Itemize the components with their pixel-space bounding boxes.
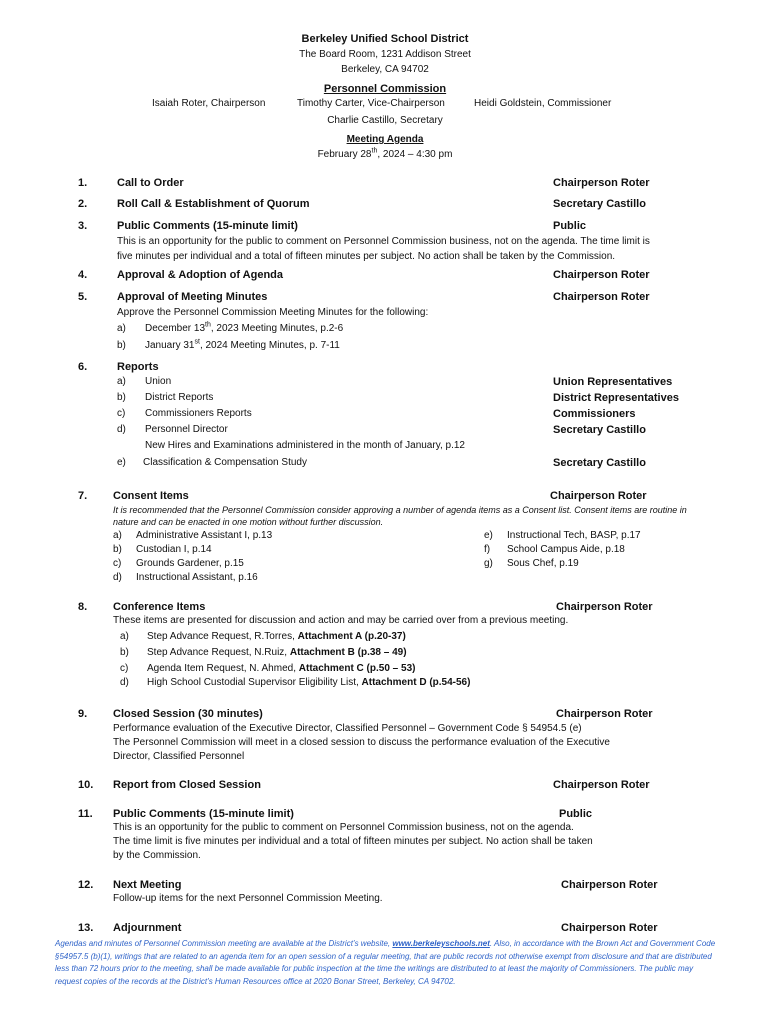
item-number: 2. — [78, 198, 88, 210]
item-title: Roll Call & Establishment of Quorum — [117, 198, 310, 210]
sub-item-text: Classification & Compensation Study — [143, 457, 307, 468]
sub-item-responsible: District Representatives — [553, 392, 679, 404]
consent-item: Grounds Gardener, p.15 — [136, 558, 244, 569]
item-number: 12. — [78, 879, 94, 891]
item-responsible: Chairperson Roter — [561, 922, 658, 934]
item-title: Call to Order — [117, 177, 184, 189]
address-line-2: Berkeley, CA 94702 — [341, 64, 429, 75]
sub-item-responsible: Secretary Castillo — [553, 457, 646, 469]
commission-title: Personnel Commission — [323, 83, 447, 95]
sub-item-detail: New Hires and Examinations administered in the month of January, p.12 — [145, 440, 465, 451]
item-responsible: Chairperson Roter — [553, 291, 650, 303]
sub-item-text: January 31st, 2024 Meeting Minutes, p. 7-11 — [145, 338, 340, 351]
item-number: 11. — [78, 808, 93, 820]
consent-item: Instructional Assistant, p.16 — [136, 572, 258, 583]
attachment-ref[interactable]: Attachment A (p.20-37) — [297, 631, 406, 642]
sub-item-letter: c) — [120, 663, 129, 674]
item-title: Closed Session (30 minutes) — [113, 708, 263, 720]
consent-item: Administrative Assistant I, p.13 — [136, 530, 273, 541]
sub-item-letter: b) — [117, 340, 126, 351]
item-title: Consent Items — [113, 490, 189, 502]
item-number: 9. — [78, 708, 88, 720]
item-title: Approval of Meeting Minutes — [117, 291, 268, 303]
sub-item-text: Agenda Item Request, N. Ahmed, Attachment C (p.50 – 53) — [147, 663, 416, 674]
sub-item-text: District Reports — [145, 392, 214, 403]
item-title: Adjournment — [113, 922, 182, 934]
sub-item-letter: b) — [120, 647, 129, 658]
item-description: This is an opportunity for the public to comment on Personnel Commission business, not on the agenda. The time limit is — [117, 236, 650, 247]
item-number: 5. — [78, 291, 88, 303]
consent-letter: a) — [113, 530, 122, 541]
consent-letter: e) — [484, 530, 493, 541]
item-description: The Personnel Commission will meet in a closed session to discuss the performance evaluation of the Executive — [113, 737, 610, 748]
item-description: by the Commission. — [113, 850, 201, 861]
commissioner-name: Heidi Goldstein, Commissioner — [474, 98, 612, 109]
item-title: Public Comments (15-minute limit) — [117, 220, 298, 232]
sub-item-responsible: Commissioners — [553, 408, 636, 420]
item-title: Report from Closed Session — [113, 779, 261, 791]
sub-item-letter: c) — [117, 408, 126, 419]
consent-item: Instructional Tech, BASP, p.17 — [507, 530, 641, 541]
sub-item-letter: a) — [120, 631, 129, 642]
consent-note: It is recommended that the Personnel Commission consider approving a number of agenda items as a Consent list. Consent items are routine in — [113, 505, 687, 515]
item-number: 7. — [78, 490, 88, 502]
item-responsible: Chairperson Roter — [553, 779, 650, 791]
item-responsible: Chairperson Roter — [553, 177, 650, 189]
consent-letter: c) — [113, 558, 122, 569]
sub-item-letter: a) — [117, 323, 126, 334]
consent-note: nature and can be enacted in one motion without further discussion. — [113, 517, 384, 527]
item-number: 1. — [78, 177, 88, 189]
consent-item: Sous Chef, p.19 — [507, 558, 579, 569]
sub-item-text: Step Advance Request, N.Ruiz, Attachment B (p.38 – 49) — [147, 647, 407, 658]
sub-item-letter: d) — [117, 424, 126, 435]
sub-item-text: Commissioners Reports — [145, 408, 252, 419]
agenda-title: Meeting Agenda — [346, 134, 424, 145]
sub-item-responsible: Secretary Castillo — [553, 424, 646, 436]
item-responsible: Chairperson Roter — [556, 601, 653, 613]
sub-item-responsible: Union Representatives — [553, 376, 673, 388]
consent-letter: b) — [113, 544, 122, 555]
footer-notice: Agendas and minutes of Personnel Commission meeting are available at the District’s website, www.berkeleyschools.net. Also, in accordance with the Brown Act and Government Code §54957.5 (b)(1), writings that are related to an agenda item for an open session of a regular meeting, that are public records not otherwise exempt from disclosure and that are distributed less than 72 hours prior to the meeting, shall be made available for public inspection at the time the writings are distributed to at least the majority of Commissioners. The public may request copies of the records at the District’s Human Resources office at 2020 Bonar Street, Berkeley, CA 94702. — [55, 939, 716, 986]
meeting-date: February 28th, 2024 – 4:30 pm — [317, 147, 453, 160]
item-title: Approval & Adoption of Agenda — [117, 269, 284, 281]
vice-chairperson-name: Timothy Carter, Vice-Chairperson — [297, 98, 445, 109]
item-description: Approve the Personnel Commission Meeting Minutes for the following: — [117, 307, 429, 318]
item-number: 4. — [78, 269, 88, 281]
item-description: These items are presented for discussion and action and may be carried over from a previous meeting. — [113, 615, 569, 626]
sub-item-text: Step Advance Request, R.Torres, Attachment A (p.20-37) — [147, 631, 406, 642]
district-name: Berkeley Unified School District — [301, 33, 469, 45]
item-responsible: Public — [559, 808, 593, 820]
district-website-link[interactable]: www.berkeleyschools.net — [392, 939, 490, 948]
consent-item: School Campus Aide, p.18 — [507, 544, 625, 555]
item-number: 10. — [78, 779, 94, 791]
sub-item-text: High School Custodial Supervisor Eligibility List, Attachment D (p.54-56) — [147, 677, 471, 688]
secretary-name: Charlie Castillo, Secretary — [327, 115, 443, 126]
item-responsible: Chairperson Roter — [553, 269, 650, 281]
sub-item-letter: d) — [120, 677, 129, 688]
sub-item-text: December 13th, 2023 Meeting Minutes, p.2-6 — [145, 321, 344, 334]
item-description: Director, Classified Personnel — [113, 751, 245, 762]
item-number: 6. — [78, 361, 88, 373]
item-description: Performance evaluation of the Executive Director, Classified Personnel – Government Code § 54954.5 (e) — [113, 723, 582, 734]
attachment-ref[interactable]: Attachment C (p.50 – 53) — [298, 663, 416, 674]
item-responsible: Chairperson Roter — [556, 708, 653, 720]
item-number: 13. — [78, 922, 94, 934]
item-description: five minutes per individual and a total of fifteen minutes per subject. No action shall be taken by the Commission. — [117, 251, 616, 262]
item-title: Public Comments (15-minute limit) — [113, 808, 294, 820]
attachment-ref[interactable]: Attachment D (p.54-56) — [361, 677, 471, 688]
item-number: 8. — [78, 601, 88, 613]
item-title: Conference Items — [113, 601, 206, 613]
item-responsible: Chairperson Roter — [550, 490, 647, 502]
sub-item-letter: a) — [117, 376, 126, 387]
consent-item: Custodian I, p.14 — [136, 544, 212, 555]
address-line-1: The Board Room, 1231 Addison Street — [299, 49, 471, 60]
item-number: 3. — [78, 220, 88, 232]
consent-letter: d) — [113, 572, 122, 583]
sub-item-text: Union — [145, 376, 172, 387]
sub-item-text: Personnel Director — [145, 424, 228, 435]
item-responsible: Chairperson Roter — [561, 879, 658, 891]
attachment-ref[interactable]: Attachment B (p.38 – 49) — [289, 647, 407, 658]
consent-letter: f) — [484, 544, 491, 555]
item-title: Reports — [117, 361, 159, 373]
chairperson-name: Isaiah Roter, Chairperson — [152, 98, 266, 109]
consent-letter: g) — [484, 558, 493, 569]
item-description: Follow-up items for the next Personnel Commission Meeting. — [113, 893, 383, 904]
item-description: This is an opportunity for the public to comment on Personnel Commission business, not on the agenda. — [113, 822, 574, 833]
sub-item-letter: b) — [117, 392, 126, 403]
item-description: The time limit is five minutes per individual and a total of fifteen minutes per subject. No action shall be taken — [113, 836, 593, 847]
sub-item-letter: e) — [117, 457, 126, 468]
item-responsible: Secretary Castillo — [553, 198, 646, 210]
item-responsible: Public — [553, 220, 587, 232]
item-title: Next Meeting — [113, 879, 182, 891]
